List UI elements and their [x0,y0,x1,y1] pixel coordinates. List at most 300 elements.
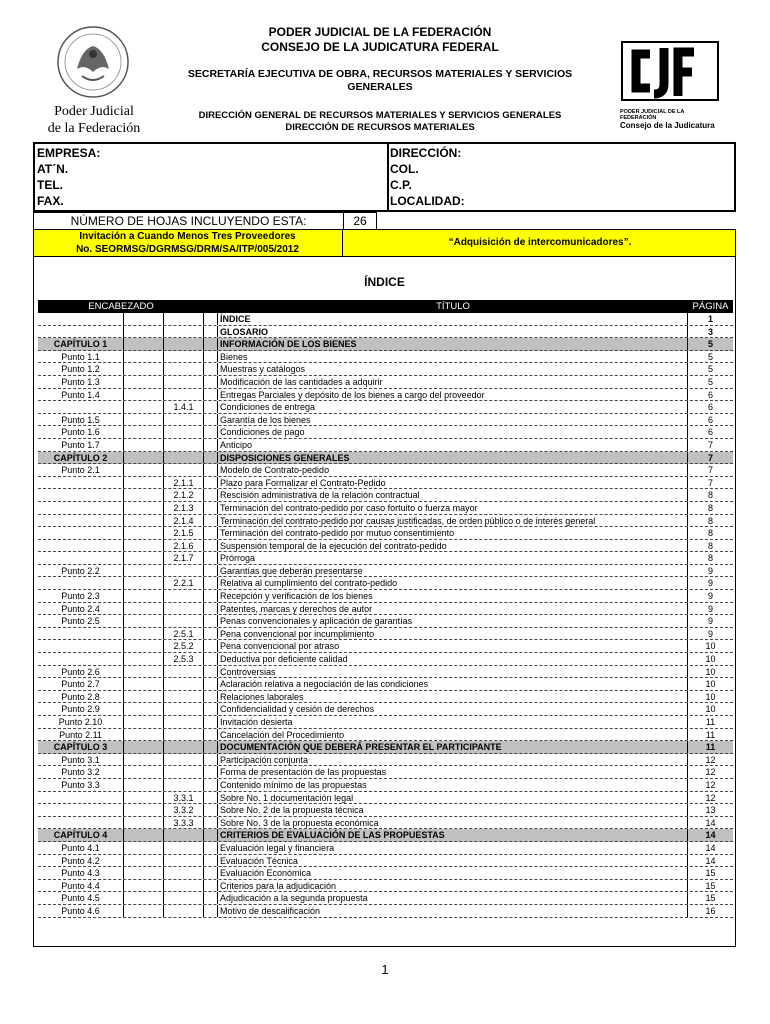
row-titulo: Evaluación Técnica [218,855,688,867]
table-row [38,880,733,893]
row-titulo: CRITERIOS DE EVALUACIÓN DE LAS PROPUESTAS [218,829,688,841]
row-pagina: 8 [707,502,713,513]
row-spacer [204,792,218,804]
row-encabezado: Punto 2.11 [38,729,124,741]
cjf-caption-2: Consejo de la Judicatura [620,121,715,130]
row-spacer [124,577,164,589]
invitacion-line-2: No. SEORMSG/DGRMSG/DRM/SA/ITP/005/2012 [76,244,299,255]
row-spacer [204,779,218,791]
row-titulo: Confidencialidad y cesión de derechos [218,703,688,715]
row-subpunto: 2.1.6 [164,540,204,552]
row-titulo: GLOSARIO [218,326,688,338]
row-pagina: 1 [707,314,713,324]
row-pagina: 10 [705,654,716,665]
row-encabezado: Punto 1.4 [38,389,124,401]
row-subpunto [164,565,204,577]
row-pagina: 7 [707,477,713,488]
row-pagina: 9 [707,616,713,627]
row-pagina: 5 [707,364,713,375]
row-spacer [124,590,164,602]
row-subpunto: 2.2.1 [164,577,204,589]
cjf-logo [620,40,720,130]
row-encabezado: Punto 2.4 [38,603,124,615]
row-spacer [204,716,218,728]
table-row [38,766,733,779]
table-row [38,577,733,590]
row-pagina: 5 [707,339,713,350]
row-encabezado: Punto 4.4 [38,880,124,892]
row-encabezado [38,477,124,489]
row-pagina: 15 [705,880,716,891]
row-spacer [204,678,218,690]
row-spacer [204,426,218,438]
header-line-2: CONSEJO DE LA JUDICATURA FEDERAL [261,40,499,54]
row-pagina: 16 [705,905,716,916]
row-titulo: Entregas Parciales y depósito de los bienes a cargo del proveedor [218,389,688,401]
row-spacer [204,464,218,476]
table-row [38,540,733,553]
row-subpunto [164,439,204,451]
header-institution [160,25,600,55]
row-encabezado [38,552,124,564]
row-titulo: Relativa al cumplimiento del contrato-pedido [218,577,688,589]
fax-label: FAX. [37,194,64,208]
row-encabezado: Punto 1.6 [38,426,124,438]
table-row [38,615,733,628]
row-titulo: Rescisión administrativa de la relación contractual [218,489,688,501]
row-encabezado: Punto 1.7 [38,439,124,451]
row-titulo: Sobre No. 1 documentación legal [218,792,688,804]
row-titulo: Anticipo [218,439,688,451]
row-spacer [124,842,164,854]
table-row [38,741,733,754]
row-spacer [204,452,218,464]
row-spacer [204,401,218,413]
row-encabezado: Punto 2.2 [38,565,124,577]
table-row [38,489,733,502]
table-row [38,842,733,855]
row-encabezado [38,326,124,338]
row-pagina: 14 [705,855,716,866]
row-subpunto [164,766,204,778]
table-row [38,867,733,880]
row-spacer [204,804,218,816]
table-row [38,829,733,842]
row-encabezado: Punto 3.3 [38,779,124,791]
row-spacer [124,867,164,879]
row-pagina: 9 [707,565,713,576]
row-spacer [124,326,164,338]
row-encabezado: Punto 2.3 [38,590,124,602]
row-titulo: Terminación del contrato-pedido por mutuo consentimiento [218,527,688,539]
header-titulo: TÍTULO [436,301,470,312]
row-pagina: 14 [705,817,716,828]
row-spacer [204,880,218,892]
row-spacer [124,703,164,715]
row-pagina: 10 [705,641,716,652]
row-pagina: 8 [707,540,713,551]
row-spacer [204,640,218,652]
row-spacer [204,515,218,527]
row-spacer [124,515,164,527]
row-encabezado: Punto 1.3 [38,376,124,388]
hojas-label: NÚMERO DE HOJAS INCLUYENDO ESTA: [33,212,344,230]
row-pagina: 12 [705,754,716,765]
row-spacer [124,892,164,904]
row-pagina: 8 [707,528,713,539]
row-subpunto [164,376,204,388]
row-pagina: 7 [707,439,713,450]
row-pagina: 14 [705,842,716,853]
row-subpunto: 2.1.2 [164,489,204,501]
row-subpunto [164,590,204,602]
row-subpunto [164,678,204,690]
row-encabezado: Punto 2.8 [38,691,124,703]
row-encabezado [38,401,124,413]
row-titulo: Motivo de descalificación [218,905,688,917]
row-subpunto [164,855,204,867]
row-spacer [204,628,218,640]
row-titulo: Terminación del contrato-pedido por caso fortuito o fuerza mayor [218,502,688,514]
direccion-label: DIRECCIÓN: [390,146,462,160]
row-subpunto [164,464,204,476]
table-row [38,326,733,339]
table-row [38,855,733,868]
row-subpunto [164,414,204,426]
row-pagina: 6 [707,402,713,413]
row-titulo: Plazo para Formalizar el Contrato-Pedido [218,477,688,489]
row-encabezado [38,502,124,514]
row-pagina: 11 [705,717,716,727]
row-titulo: Deductiva por deficiente calidad [218,653,688,665]
row-titulo: Pena convencional por incumplimiento [218,628,688,640]
row-spacer [124,552,164,564]
index-table-body [38,313,733,918]
row-encabezado: Punto 4.5 [38,892,124,904]
row-subpunto [164,892,204,904]
pj-line-1: Poder Judicial [54,104,134,119]
row-spacer [124,351,164,363]
row-encabezado: Punto 2.5 [38,615,124,627]
row-pagina: 5 [707,351,713,362]
row-spacer [204,615,218,627]
row-titulo: Muestras y catálogos [218,363,688,375]
row-spacer [124,603,164,615]
row-encabezado: Punto 4.1 [38,842,124,854]
row-spacer [204,565,218,577]
row-pagina: 3 [707,326,713,337]
row-spacer [124,829,164,841]
row-spacer [204,766,218,778]
row-subpunto [164,691,204,703]
invitacion-number [33,229,343,257]
row-pagina: 7 [707,465,713,476]
table-row [38,477,733,490]
row-encabezado: CAPÍTULO 1 [38,338,124,350]
row-spacer [124,666,164,678]
col-label: COL. [390,162,419,176]
row-spacer [204,502,218,514]
row-spacer [204,552,218,564]
row-pagina: 15 [705,893,716,904]
table-row [38,792,733,805]
row-spacer [204,867,218,879]
row-spacer [204,489,218,501]
row-titulo: Condiciones de pago [218,426,688,438]
row-encabezado [38,527,124,539]
row-encabezado: Punto 3.2 [38,766,124,778]
row-titulo: Relaciones laborales [218,691,688,703]
row-subpunto: 2.1.7 [164,552,204,564]
row-spacer [124,527,164,539]
row-subpunto: 2.5.3 [164,653,204,665]
row-spacer [204,439,218,451]
row-pagina: 12 [705,792,716,803]
row-pagina: 12 [705,767,716,778]
row-spacer [124,779,164,791]
table-row [38,716,733,729]
row-subpunto: 1.4.1 [164,401,204,413]
table-row [38,426,733,439]
row-subpunto [164,666,204,678]
row-spacer [204,326,218,338]
row-titulo: DOCUMENTACIÓN QUE DEBERÁ PRESENTAR EL PARTICIPANTE [218,741,688,753]
row-encabezado: Punto 2.6 [38,666,124,678]
row-spacer [124,691,164,703]
table-row [38,603,733,616]
row-spacer [124,741,164,753]
tel-label: TEL. [37,178,63,192]
page-number: 1 [381,962,389,977]
row-titulo: Terminación del contrato-pedido por causas justificadas, de orden público o de interés general [218,515,688,527]
row-subpunto: 3.3.1 [164,792,204,804]
company-fields-right [390,145,465,209]
row-encabezado: CAPÍTULO 2 [38,452,124,464]
row-subpunto [164,741,204,753]
table-row [38,552,733,565]
table-row [38,640,733,653]
row-spacer [204,577,218,589]
row-pagina: 8 [707,490,713,501]
table-row [38,414,733,427]
row-encabezado: Punto 1.2 [38,363,124,375]
row-spacer [124,754,164,766]
row-spacer [124,439,164,451]
header-direccion [160,110,600,134]
row-titulo: Invitación desierta [218,716,688,728]
row-titulo: Aclaración relativa a negociación de las condiciones [218,678,688,690]
row-spacer [124,464,164,476]
row-encabezado [38,653,124,665]
row-encabezado [38,515,124,527]
row-encabezado: Punto 2.7 [38,678,124,690]
poder-judicial-label [28,103,160,137]
row-subpunto [164,426,204,438]
table-row [38,590,733,603]
row-encabezado [38,640,124,652]
row-spacer [124,477,164,489]
row-subpunto [164,351,204,363]
row-subpunto [164,603,204,615]
header-line-1: PODER JUDICIAL DE LA FEDERACIÓN [268,25,492,39]
row-subpunto [164,313,204,325]
row-spacer [204,842,218,854]
row-subpunto [164,452,204,464]
invitacion-line-1: Invitación a Cuando Menos Tres Proveedores [79,231,296,242]
row-pagina: 8 [707,553,713,564]
row-titulo: Participación conjunta [218,754,688,766]
row-titulo: Penas convencionales y aplicación de garantías [218,615,688,627]
row-subpunto: 2.1.1 [164,477,204,489]
table-row [38,666,733,679]
atn-label: AT´N. [37,162,69,176]
cp-label: C.P. [390,178,412,192]
row-spacer [124,338,164,350]
cjf-caption-1: PODER JUDICIAL DE LA FEDERACIÓN [620,109,685,121]
row-pagina: 10 [705,666,716,677]
table-row [38,527,733,540]
empresa-label: EMPRESA: [37,146,101,160]
row-spacer [124,363,164,375]
table-row [38,464,733,477]
row-titulo: Condiciones de entrega [218,401,688,413]
row-titulo: Modificación de las cantidades a adquirir [218,376,688,388]
table-row [38,653,733,666]
row-spacer [124,414,164,426]
row-pagina: 6 [707,414,713,425]
row-subpunto: 2.1.3 [164,502,204,514]
row-spacer [124,804,164,816]
row-spacer [204,829,218,841]
row-spacer [124,855,164,867]
row-spacer [204,666,218,678]
row-pagina: 14 [705,830,716,841]
table-row [38,804,733,817]
row-encabezado [38,489,124,501]
row-pagina: 6 [707,427,713,438]
row-pagina: 9 [707,603,713,614]
row-subpunto [164,880,204,892]
table-row [38,628,733,641]
row-titulo: Controversias [218,666,688,678]
row-titulo: Evaluación Económica [218,867,688,879]
row-spacer [204,389,218,401]
table-row [38,401,733,414]
row-spacer [124,880,164,892]
row-spacer [124,817,164,829]
row-spacer [124,502,164,514]
row-pagina: 12 [705,779,716,790]
row-titulo: Adjudicación a la segunda propuesta [218,892,688,904]
row-spacer [204,590,218,602]
row-spacer [124,766,164,778]
row-spacer [124,792,164,804]
row-pagina: 10 [705,691,716,702]
row-spacer [124,565,164,577]
row-encabezado: Punto 2.10 [38,716,124,728]
row-titulo: Modelo de Contrato-pedido [218,464,688,476]
row-spacer [204,653,218,665]
row-subpunto [164,326,204,338]
row-encabezado [38,540,124,552]
table-row [38,892,733,905]
table-row [38,779,733,792]
row-spacer [204,414,218,426]
row-spacer [204,703,218,715]
row-pagina: 9 [707,578,713,589]
row-subpunto [164,363,204,375]
row-subpunto: 3.3.2 [164,804,204,816]
row-encabezado: CAPÍTULO 3 [38,741,124,753]
row-spacer [124,489,164,501]
hojas-value: 26 [343,212,377,230]
row-encabezado: Punto 2.1 [38,464,124,476]
row-encabezado [38,628,124,640]
header-line-4: DIRECCIÓN GENERAL DE RECURSOS MATERIALES Y SERVICIOS GENERALES [198,110,562,121]
row-spacer [204,892,218,904]
row-encabezado [38,792,124,804]
row-subpunto [164,842,204,854]
row-encabezado [38,313,124,325]
row-spacer [204,855,218,867]
row-subpunto [164,615,204,627]
row-spacer [124,615,164,627]
row-subpunto [164,754,204,766]
row-subpunto [164,829,204,841]
company-fields-left [37,145,100,209]
row-titulo: Criterios para la adjudicación [218,880,688,892]
row-pagina: 8 [707,515,713,526]
row-titulo: Sobre No. 3 de la propuesta económica [218,817,688,829]
invitacion-title: “Adquisición de intercomunicadores”. [448,237,632,248]
header-line-3: SECRETARÍA EJECUTIVA DE OBRA, RECURSOS MATERIALES Y SERVICIOS GENERALES [187,68,573,93]
row-titulo: Garantías que deberán presentarse [218,565,688,577]
row-spacer [204,527,218,539]
table-header [38,300,733,313]
table-row [38,905,733,918]
row-spacer [124,628,164,640]
row-subpunto [164,703,204,715]
cjf-logo-icon [620,40,720,102]
company-box [33,142,736,212]
row-spacer [204,338,218,350]
table-row [38,389,733,402]
row-titulo: Recepción y verificación de los bienes [218,590,688,602]
row-pagina: 7 [707,452,713,463]
row-pagina: 13 [705,805,716,816]
row-subpunto [164,867,204,879]
header-line-5: DIRECCIÓN DE RECURSOS MATERIALES [285,122,475,133]
table-row [38,565,733,578]
row-titulo: Cancelación del Procedimiento [218,729,688,741]
row-spacer [204,376,218,388]
row-subpunto: 3.3.3 [164,817,204,829]
table-row [38,502,733,515]
row-encabezado: CAPÍTULO 4 [38,829,124,841]
row-pagina: 15 [705,868,716,879]
row-spacer [124,905,164,917]
row-spacer [124,426,164,438]
row-titulo: Garantía de los bienes [218,414,688,426]
row-encabezado [38,804,124,816]
row-spacer [124,313,164,325]
row-pagina: 6 [707,389,713,400]
indice-title: ÍNDICE [364,275,405,289]
row-pagina: 9 [707,628,713,639]
row-spacer [204,729,218,741]
table-row [38,363,733,376]
header-encabezado: ENCABEZADO [88,301,154,312]
